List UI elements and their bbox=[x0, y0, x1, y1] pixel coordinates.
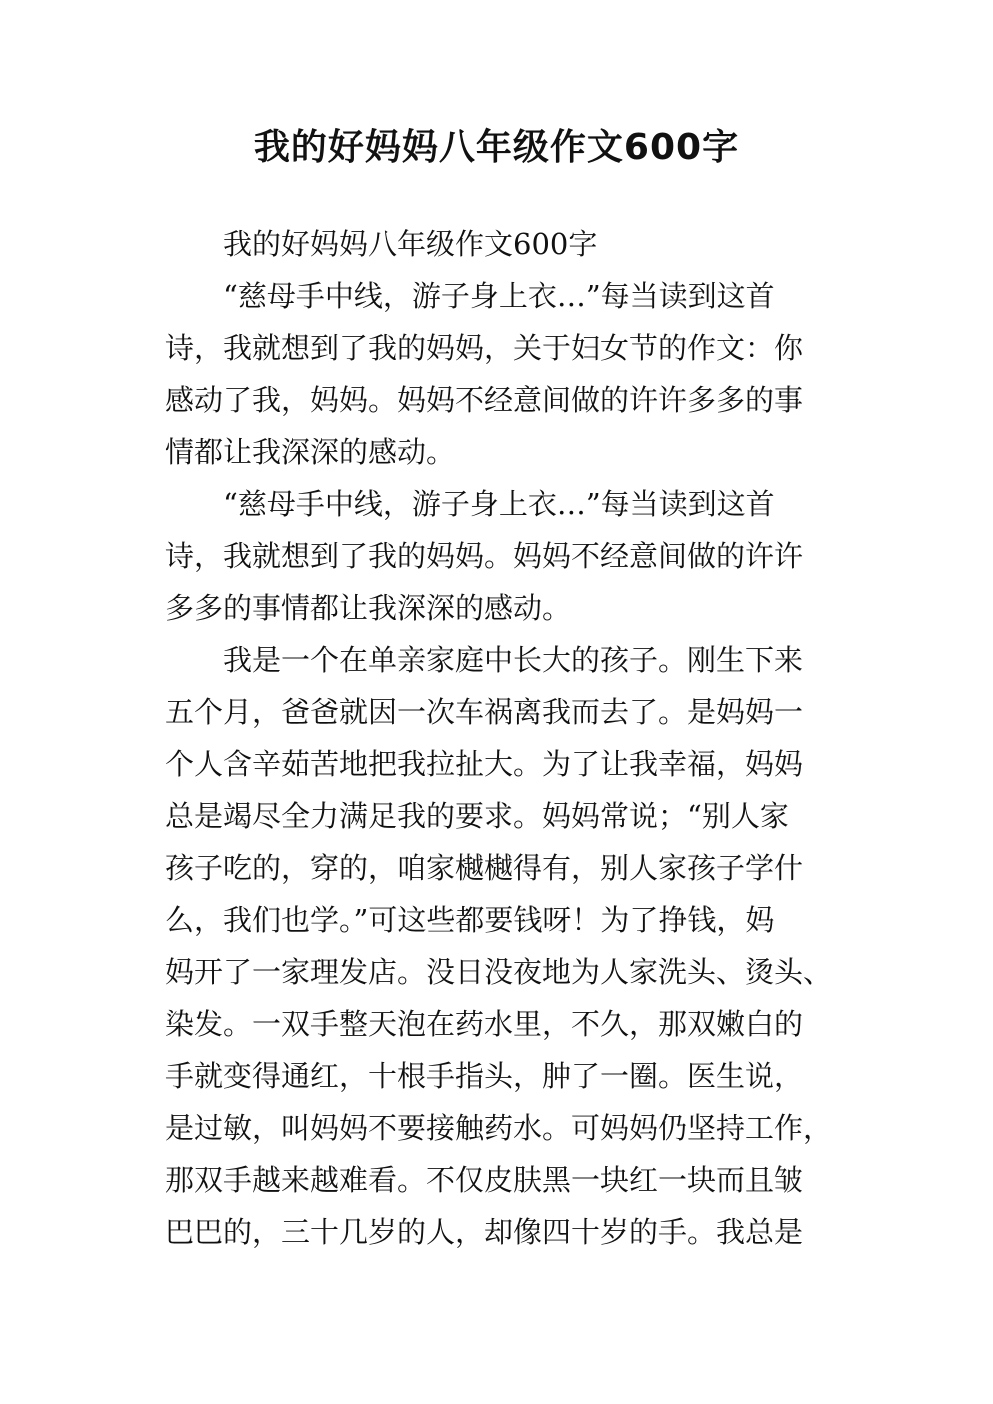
text-line: 是过敏，叫妈妈不要接触药水。可妈妈仍坚持工作， bbox=[165, 1111, 833, 1145]
text-line: 诗，我就想到了我的妈妈。妈妈不经意间做的许许 bbox=[165, 539, 804, 573]
text-line: 多多的事情都让我深深的感动。 bbox=[165, 591, 572, 625]
text-line: “慈母手中线，游子身上衣…”每当读到这首 bbox=[223, 487, 775, 521]
text-line: 诗，我就想到了我的妈妈，关于妇女节的作文：你 bbox=[165, 331, 804, 365]
text-line: 感动了我，妈妈。妈妈不经意间做的许许多多的事 bbox=[165, 383, 804, 417]
text-line: 情都让我深深的感动。 bbox=[165, 435, 456, 469]
text-line: 染发。一双手整天泡在药水里，不久，那双嫩白的 bbox=[165, 1007, 804, 1041]
text-line: 我的好妈妈八年级作文600字 bbox=[223, 227, 598, 261]
text-line: 手就变得通红，十根手指头，肿了一圈。医生说， bbox=[165, 1059, 804, 1093]
text-line: 巴巴的，三十几岁的人，却像四十岁的手。我总是 bbox=[165, 1215, 804, 1249]
text-line: 么，我们也学。”可这些都要钱呀！为了挣钱，妈 bbox=[165, 903, 775, 937]
text-line: 总是竭尽全力满足我的要求。妈妈常说；“别人家 bbox=[165, 799, 789, 833]
text-line: “慈母手中线，游子身上衣…”每当读到这首 bbox=[223, 279, 775, 313]
text-line: 个人含辛茹苦地把我拉扯大。为了让我幸福，妈妈 bbox=[165, 747, 804, 781]
text-line: 妈开了一家理发店。没日没夜地为人家洗头、烫头、 bbox=[165, 955, 833, 989]
text-line: 我是一个在单亲家庭中长大的孩子。刚生下来 bbox=[223, 643, 804, 677]
text-line: 五个月，爸爸就因一次车祸离我而去了。是妈妈一 bbox=[165, 695, 804, 729]
text-line: 那双手越来越难看。不仅皮肤黑一块红一块而且皱 bbox=[165, 1163, 804, 1197]
document-body bbox=[165, 218, 835, 1258]
text-line: 孩子吃的，穿的，咱家樾樾得有，别人家孩子学什 bbox=[165, 851, 804, 885]
document-title: 我的好妈妈八年级作文600字 bbox=[253, 127, 740, 168]
